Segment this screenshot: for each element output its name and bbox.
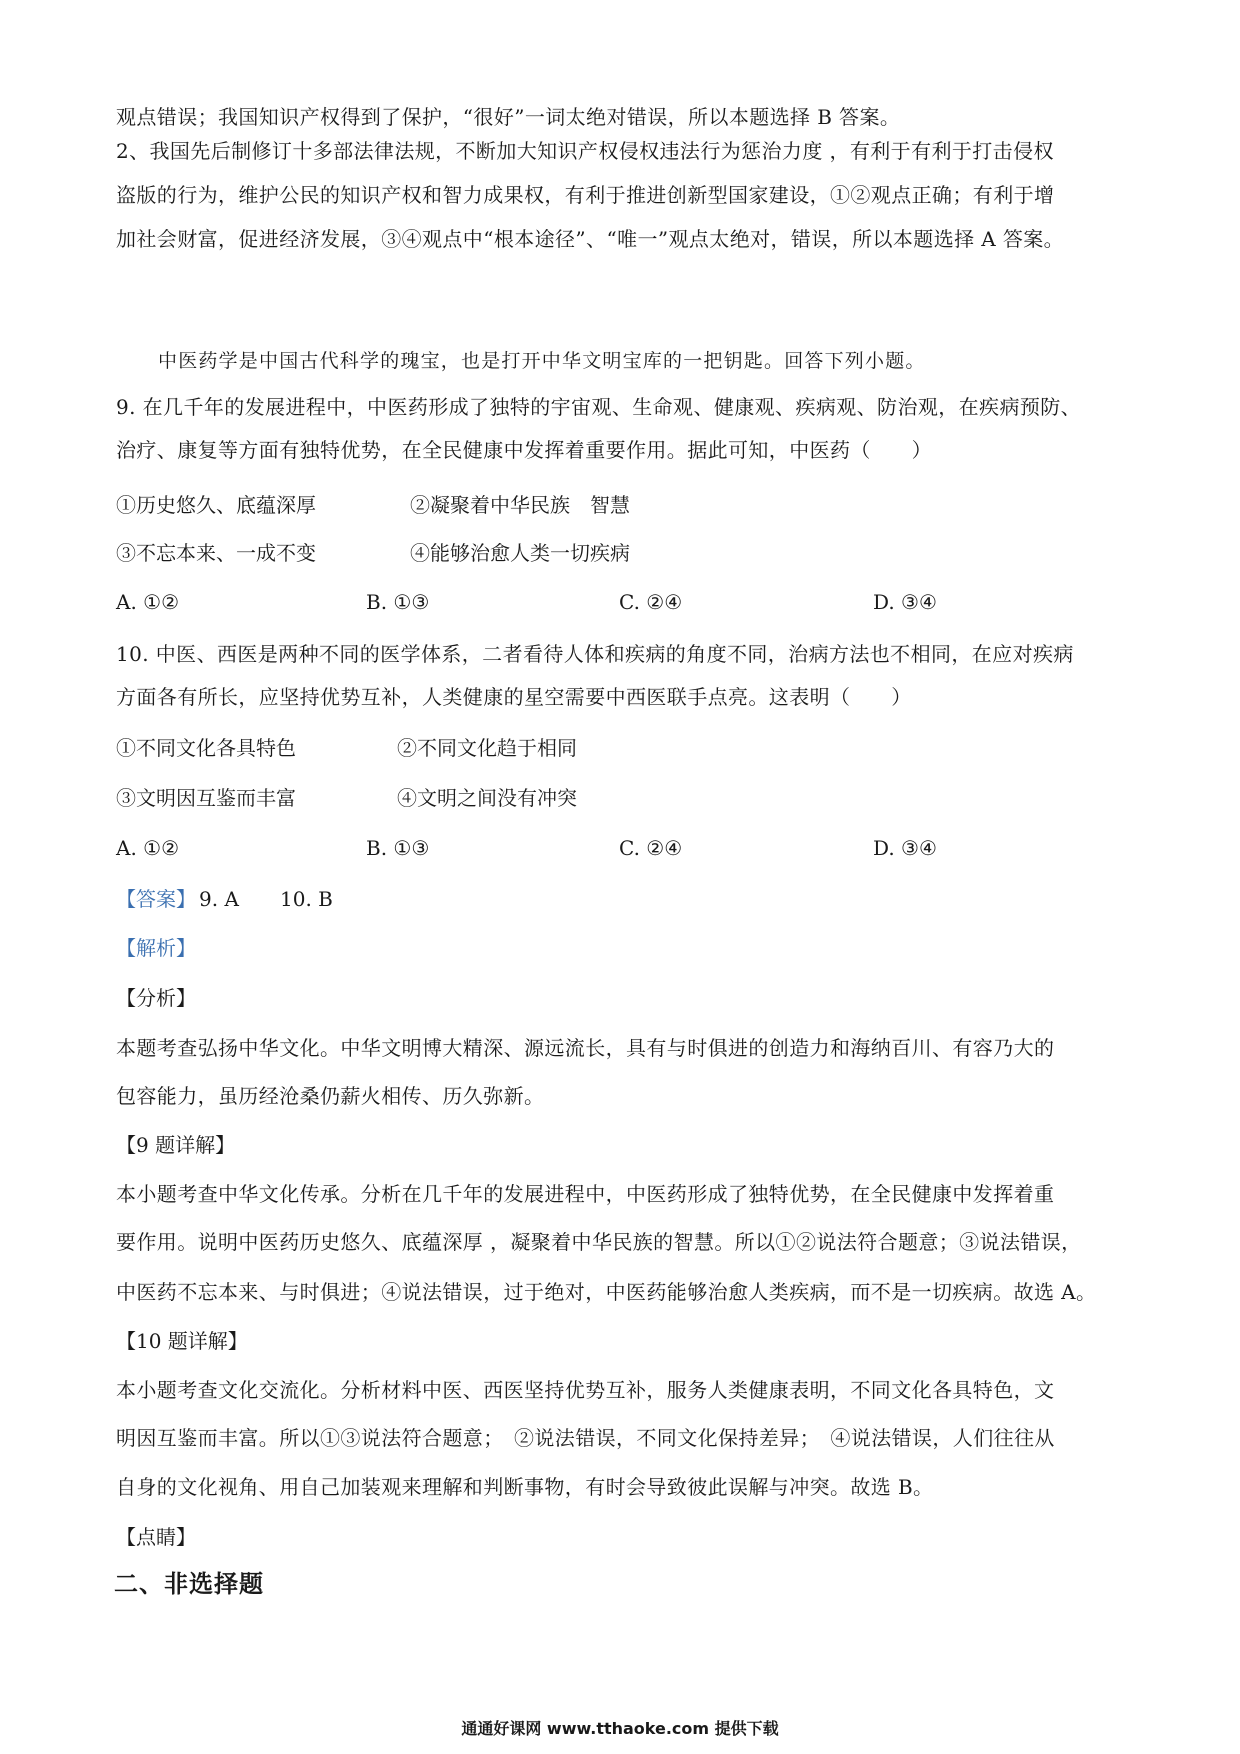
q10-option-a: A. ①② bbox=[116, 836, 180, 860]
footer-download-note: 通通好课网 www.tthaoke.com 提供下载 bbox=[461, 1719, 779, 1738]
q10-detail-label: 【10 题详解】 bbox=[116, 1329, 248, 1353]
q9-option-a: A. ①② bbox=[116, 590, 180, 614]
prev-explanation-p2-line-3: 加社会财富，促进经济发展，③④观点中“根本途径”、“唯一”观点太绝对，错误，所以本题选择 A 答案。 bbox=[116, 227, 1065, 251]
q10-detail-line-3: 自身的文化视角、用自己加装观来理解和判断事物，有时会导致彼此误解与冲突。故选 B。 bbox=[116, 1475, 934, 1499]
q10-option-d: D. ③④ bbox=[873, 836, 937, 860]
q10-statement-3: ③文明因互鉴而丰富 bbox=[116, 786, 296, 810]
q9-stem-line-1: 9. 在几千年的发展进程中，中医药形成了独特的宇宙观、生命观、健康观、疾病观、防治观，在疾病预防、 bbox=[116, 395, 1082, 419]
fenxi-label: 【分析】 bbox=[116, 986, 196, 1010]
q9-option-c: C. ②④ bbox=[619, 590, 683, 614]
q10-statement-4: ④文明之间没有冲突 bbox=[397, 786, 577, 810]
dianjing-label: 【点睛】 bbox=[116, 1525, 196, 1549]
q9-detail-label: 【9 题详解】 bbox=[116, 1133, 236, 1157]
prev-explanation-p2-line-2: 盗版的行为，维护公民的知识产权和智力成果权，有利于推进创新型国家建设，①②观点正确；有利于增 bbox=[116, 183, 1055, 207]
fenxi-line-2: 包容能力，虽历经沧桑仍薪火相传、历久弥新。 bbox=[116, 1084, 545, 1108]
q10-detail-line-1: 本小题考查文化交流化。分析材料中医、西医坚持优势互补，服务人类健康表明，不同文化各具特色，文 bbox=[116, 1378, 1055, 1402]
q9-option-b: B. ①③ bbox=[366, 590, 430, 614]
fenxi-line-1: 本题考查弘扬中华文化。中华文明博大精深、源远流长，具有与时俱进的创造力和海纳百川、有容乃大的 bbox=[116, 1036, 1055, 1060]
q10-option-c: C. ②④ bbox=[619, 836, 683, 860]
prev-explanation-p2-line-1: 2、我国先后制修订十多部法律法规，不断加大知识产权侵权违法行为惩治力度 ，有利于有利于打击侵权 bbox=[116, 139, 1054, 163]
q9-statement-2: ②凝聚着中华民族 智慧 bbox=[410, 493, 630, 517]
q10-statement-2: ②不同文化趋于相同 bbox=[397, 736, 577, 760]
answer-label: 【答案】 bbox=[116, 887, 196, 911]
q9-statement-3: ③不忘本来、一成不变 bbox=[116, 541, 316, 565]
answer-q10: 10. B bbox=[280, 887, 333, 911]
q9-statement-4: ④能够治愈人类一切疾病 bbox=[410, 541, 630, 565]
material-intro: 中医药学是中国古代科学的瑰宝，也是打开中华文明宝库的一把钥匙。回答下列小题。 bbox=[158, 350, 926, 372]
q9-detail-line-3: 中医药不忘本来、与时俱进；④说法错误，过于绝对，中医药能够治愈人类疾病，而不是一切疾病。故选 A。 bbox=[116, 1280, 1097, 1304]
q9-detail-line-2: 要作用。说明中医药历史悠久、底蕴深厚 ，凝聚着中华民族的智慧。所以①②说法符合题意；③说法错误， bbox=[116, 1230, 1082, 1254]
q10-statement-1: ①不同文化各具特色 bbox=[116, 736, 296, 760]
answer-q9: 9. A bbox=[199, 887, 239, 911]
q10-stem-line-1: 10. 中医、西医是两种不同的医学体系，二者看待人体和疾病的角度不同，治病方法也不相同，在应对疾病 bbox=[116, 642, 1074, 666]
q9-option-d: D. ③④ bbox=[873, 590, 937, 614]
q9-stem-line-2: 治疗、康复等方面有独特优势，在全民健康中发挥着重要作用。据此可知，中医药（ ） bbox=[116, 438, 932, 462]
section-title: 二、非选择题 bbox=[114, 1570, 264, 1598]
prev-explanation-line-1: 观点错误；我国知识产权得到了保护，“很好”一词太绝对错误，所以本题选择 B 答案。 bbox=[116, 105, 901, 129]
analysis-label: 【解析】 bbox=[116, 936, 196, 960]
q10-detail-line-2: 明因互鉴而丰富。所以①③说法符合题意； ②说法错误，不同文化保持差异； ④说法错误，人们往往从 bbox=[116, 1426, 1055, 1450]
q9-detail-line-1: 本小题考查中华文化传承。分析在几千年的发展进程中，中医药形成了独特优势，在全民健康中发挥着重 bbox=[116, 1182, 1055, 1206]
q10-option-b: B. ①③ bbox=[366, 836, 430, 860]
q10-stem-line-2: 方面各有所长，应坚持优势互补，人类健康的星空需要中西医联手点亮。这表明（ ） bbox=[116, 685, 912, 709]
q9-statement-1: ①历史悠久、底蕴深厚 bbox=[116, 493, 316, 517]
